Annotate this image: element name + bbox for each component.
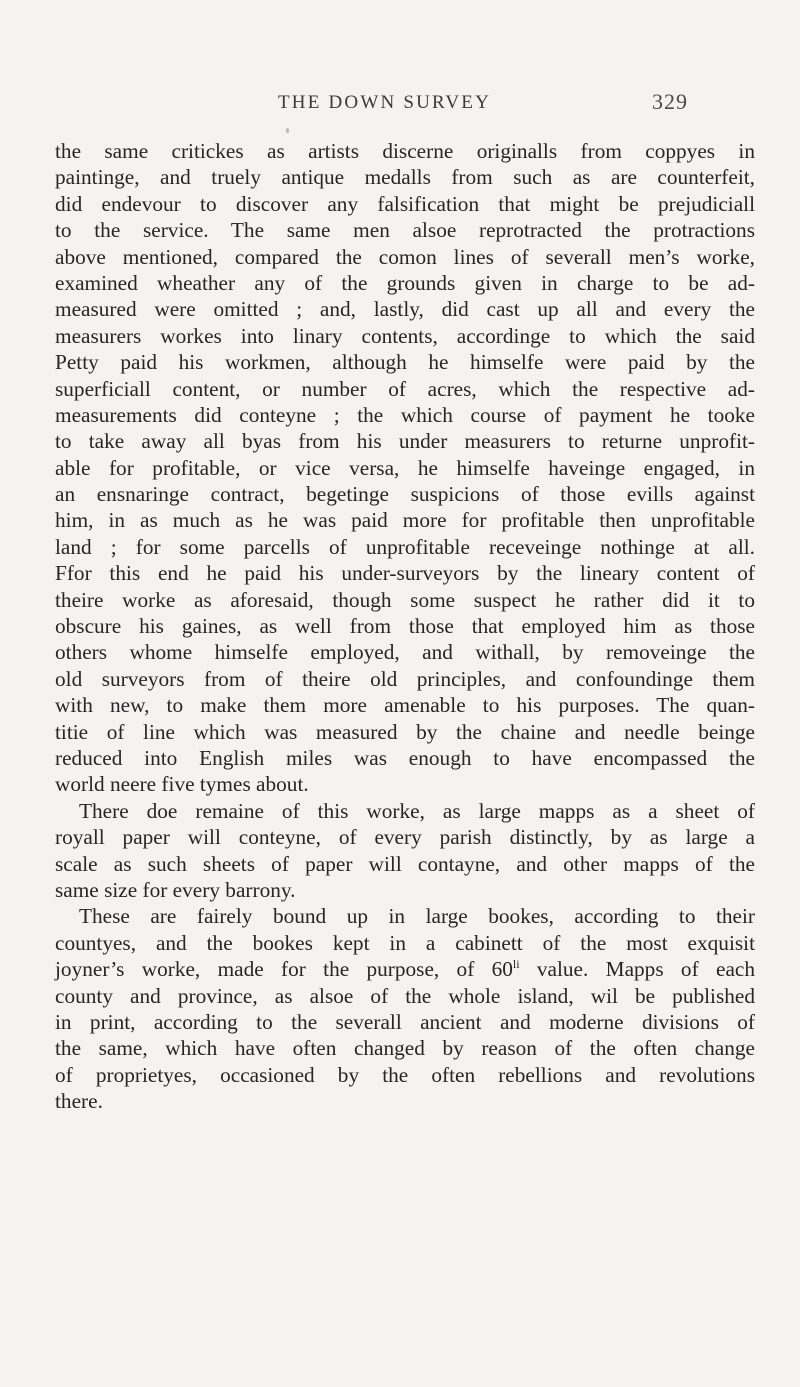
- text-line: did endevour to discover any falsification that might be prejudiciall: [55, 191, 755, 216]
- text-line: royall paper will conteyne, of every parish distinctly, by as large a: [55, 825, 755, 850]
- running-head: [0, 86, 800, 116]
- text-line: Petty paid his workmen, although he himselfe were paid by the: [55, 350, 755, 375]
- text-line: to the service. The same men alsoe reprotracted the protractions: [55, 218, 755, 243]
- text-line: there.: [55, 1089, 103, 1114]
- text-line: countyes, and the bookes kept in a cabinett of the most exquisit: [55, 930, 755, 955]
- text-line: These are fairely bound up in large bookes, according to their: [79, 904, 755, 929]
- text-line: an ensnaringe contract, begetinge suspicions of those evills against: [55, 482, 755, 507]
- text-line: There doe remaine of this worke, as large mapps as a sheet of: [79, 798, 755, 823]
- text-line: measurements did conteyne ; the which course of payment he tooke: [55, 402, 755, 427]
- body-text: [55, 138, 755, 1114]
- text-line: of proprietyes, occasioned by the often rebellions and revolutions: [55, 1062, 755, 1087]
- text-line: obscure his gaines, as well from those that employed him as those: [55, 614, 755, 639]
- superscript-abbreviation: li: [512, 957, 520, 972]
- text-line-segment: joyner’s worke, made for the purpose, of 60: [55, 957, 513, 982]
- text-line: land ; for some parcells of unprofitable receveinge nothinge at all.: [55, 534, 755, 559]
- text-line: Ffor this end he paid his under-surveyors by the lineary content of: [55, 561, 755, 586]
- text-line: paintinge, and truely antique medalls from such as are counterfeit,: [55, 165, 755, 190]
- text-line: the same critickes as artists discerne originalls from coppyes in: [55, 139, 755, 163]
- text-line: him, in as much as he was paid more for profitable then unprofitable: [55, 508, 755, 533]
- text-line: scale as such sheets of paper will contayne, and other mapps of the: [55, 851, 755, 876]
- text-line: county and province, as alsoe of the whole island, wil be published: [55, 983, 755, 1008]
- text-line: with new, to make them more amenable to his purposes. The quan-: [55, 693, 755, 718]
- text-line: others whome himselfe employed, and withall, by removeinge the: [55, 640, 755, 665]
- text-line: able for profitable, or vice versa, he himselfe haveinge engaged, in: [55, 455, 755, 480]
- text-line: titie of line which was measured by the chaine and needle beinge: [55, 719, 755, 744]
- text-line: reduced into English miles was enough to have encompassed the: [55, 745, 755, 770]
- text-line: world neere five tymes about.: [55, 772, 309, 797]
- print-speck: [286, 128, 289, 133]
- text-line: in print, according to the severall ancient and moderne divisions of: [55, 1009, 755, 1034]
- text-line: superficiall content, or number of acres, which the respective ad-: [55, 376, 755, 401]
- text-line: old surveyors from of theire old principles, and confoundinge them: [55, 666, 755, 691]
- text-line: above mentioned, compared the comon lines of severall men’s worke,: [55, 244, 755, 269]
- text-line: theire worke as aforesaid, though some suspect he rather did it to: [55, 587, 755, 612]
- text-line: examined wheather any of the grounds given in charge to be ad-: [55, 270, 755, 295]
- text-line: the same, which have often changed by reason of the often change: [55, 1036, 755, 1061]
- text-line: measurers workes into linary contents, accordinge to which the said: [55, 323, 755, 348]
- running-title: THE DOWN SURVEY: [278, 92, 492, 113]
- text-line: [55, 956, 755, 982]
- page-number: 329: [652, 89, 688, 114]
- text-line: measured were omitted ; and, lastly, did cast up all and every the: [55, 297, 755, 322]
- text-line: same size for every barrony.: [55, 877, 296, 902]
- text-line-segment: value. Mapps of each: [519, 957, 755, 982]
- text-line: to take away all byas from his under measurers to returne unprofit-: [55, 429, 755, 454]
